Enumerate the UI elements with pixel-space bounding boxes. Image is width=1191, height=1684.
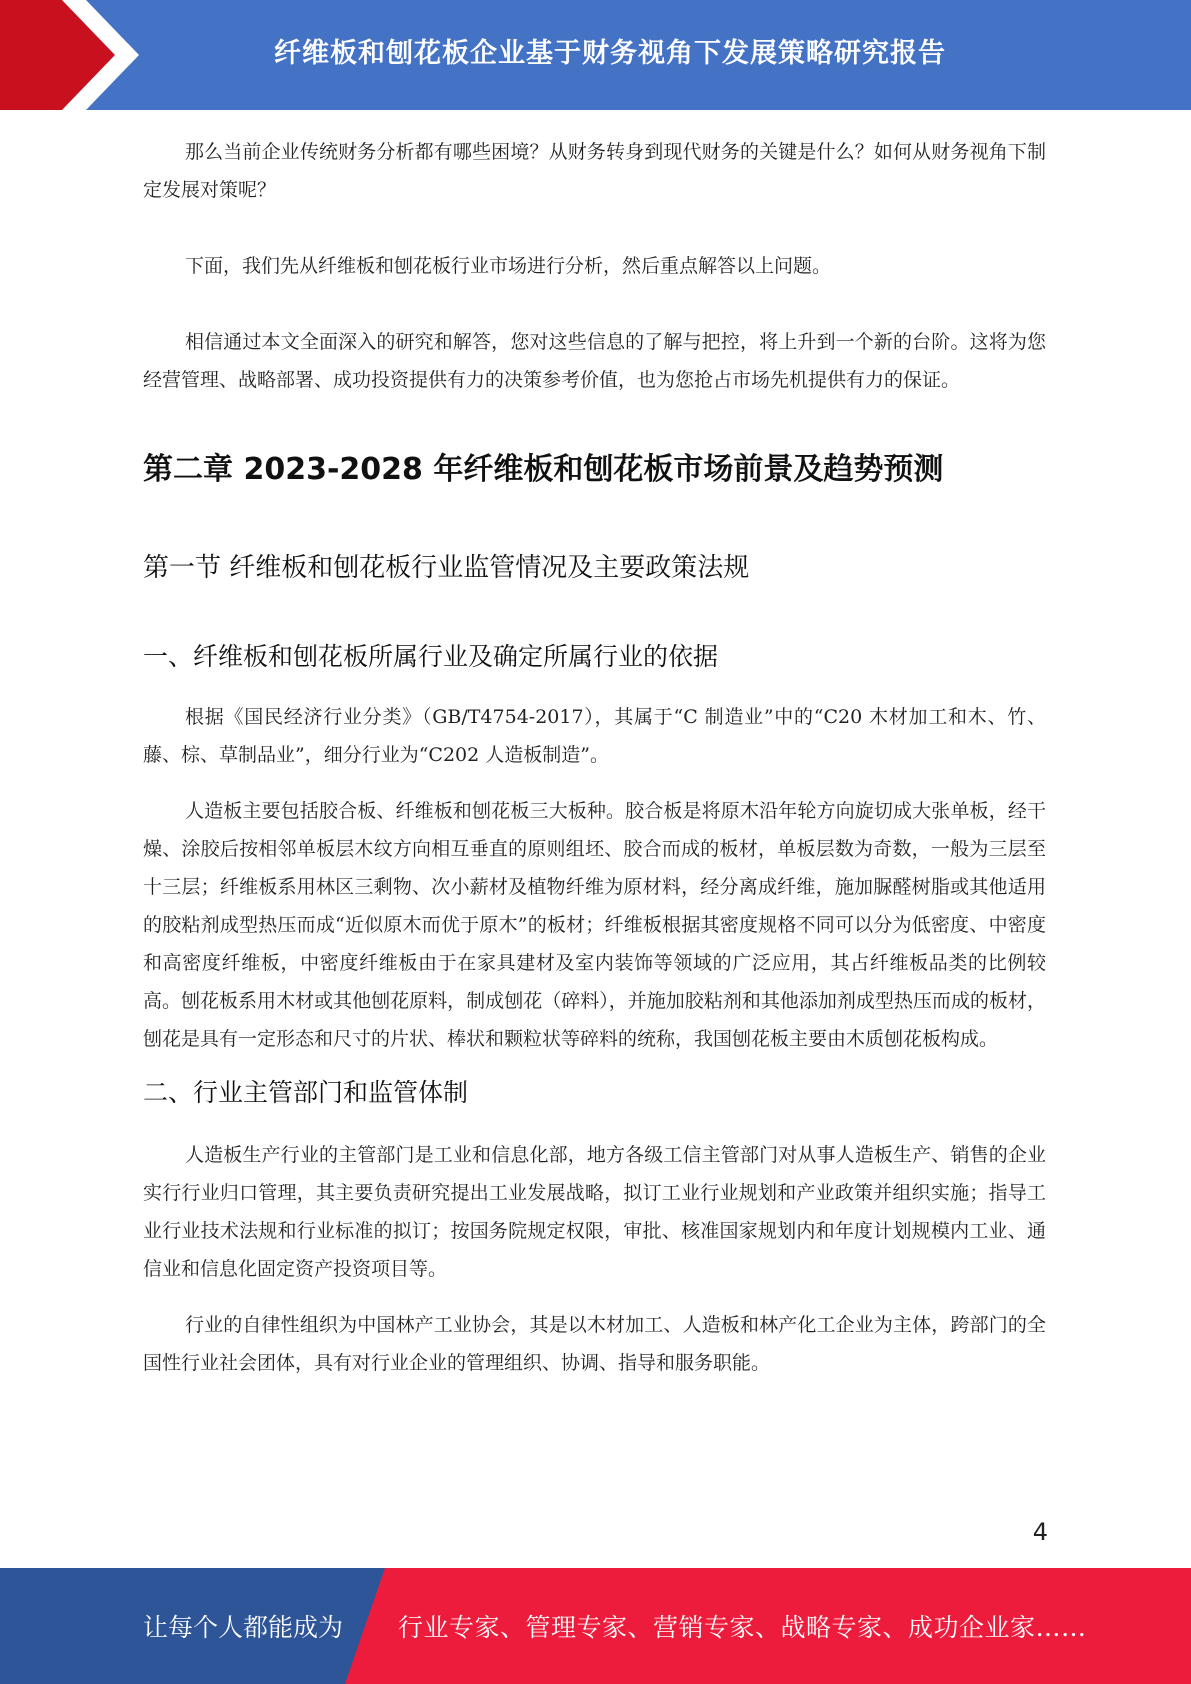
intro-paragraph-2: 下面，我们先从纤维板和刨花板行业市场进行分析，然后重点解答以上问题。: [185, 255, 832, 277]
section-title: 第一节 纤维板和刨花板行业监管情况及主要政策法规: [143, 553, 750, 583]
subsection-title-1: 一、纤维板和刨花板所属行业及确定所属行业的依据: [143, 642, 719, 671]
main-content: [143, 133, 1046, 1382]
header-banner: [0, 0, 1191, 110]
footer-banner: [0, 1568, 1191, 1684]
subsection-2-paragraph-2: 行业的自律性组织为中国林产工业协会，其是以木材加工、人造板和林产化工企业为主体，跨部门的全国性行业社会团体，具有对行业企业的管理组织、协调、指导和服务职能。: [143, 1314, 1046, 1374]
intro-paragraph-3: 相信通过本文全面深入的研究和解答，您对这些信息的了解与把控，将上升到一个新的台阶。这将为您经营管理、战略部署、成功投资提供有力的决策参考价值，也为您抢占市场先机提供有力的保证。: [143, 331, 1046, 391]
page-number: 4: [1032, 1518, 1048, 1546]
subsection-2-paragraph-1: 人造板生产行业的主管部门是工业和信息化部，地方各级工信主管部门对从事人造板生产、销售的企业实行行业归口管理，其主要负责研究提出工业发展战略，拟订工业行业规划和产业政策并组织实施；指导工业行业技术法规和行业标准的拟订；按国务院规定权限，审批、核准国家规划内和年度计划规模内工业、通信业和信息化固定资产投资项目等。: [143, 1144, 1046, 1280]
footer-slogan-right: 行业专家、管理专家、营销专家、战略专家、成功企业家……: [398, 1613, 1087, 1642]
subsection-1-paragraph-1: 根据《国民经济行业分类》（GB/T4754-2017），其属于“C 制造业”中的“C20 木材加工和木、竹、藤、棕、草制品业”，细分行业为“C202 人造板制造”。: [143, 706, 1046, 766]
footer-slogan-left: 让每个人都能成为: [143, 1613, 344, 1642]
report-title: 纤维板和刨花板企业基于财务视角下发展策略研究报告: [274, 37, 946, 69]
intro-paragraph-1: 那么当前企业传统财务分析都有哪些困境？从财务转身到现代财务的关键是什么？如何从财务视角下制定发展对策呢？: [143, 141, 1046, 201]
subsection-1-paragraph-2: 人造板主要包括胶合板、纤维板和刨花板三大板种。胶合板是将原木沿年轮方向旋切成大张单板，经干燥、涂胶后按相邻单板层木纹方向相互垂直的原则组坯、胶合而成的板材，单板层数为奇数，一般为三层至十三层；纤维板系用林区三剩物、次小薪材及植物纤维为原材料，经分离成纤维，施加脲醛树脂或其他适用的胶粘剂成型热压而成“近似原木而优于原木”的板材；纤维板根据其密度规格不同可以分为低密度、中密度和高密度纤维板，中密度纤维板由于在家具建材及室内装饰等领域的广泛应用，其占纤维板品类的比例较高。刨花板系用木材或其他刨花原料，制成刨花（碎料），并施加胶粘剂和其他添加剂成型热压而成的板材，刨花是具有一定形态和尺寸的片状、棒状和颗粒状等碎料的统称，我国刨花板主要由木质刨花板构成。: [143, 800, 1046, 1050]
subsection-title-2: 二、行业主管部门和监管体制: [143, 1078, 469, 1107]
chapter-title: 第二章 2023-2028 年纤维板和刨花板市场前景及趋势预测: [143, 452, 944, 487]
